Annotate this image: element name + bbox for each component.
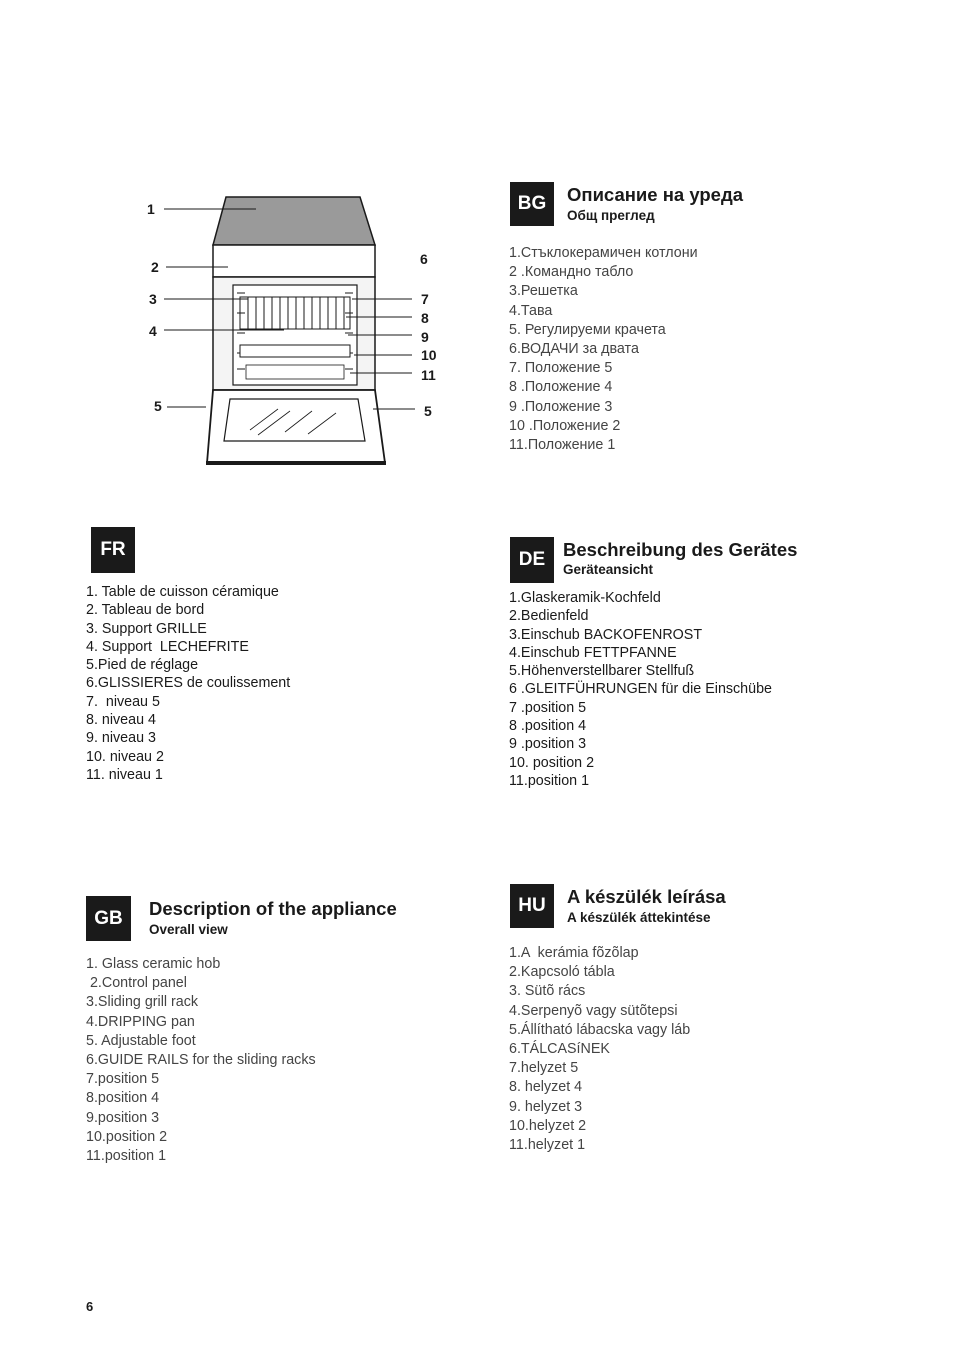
language-badge-fr: FR: [91, 527, 135, 573]
list-item: 7. Положение 5: [509, 360, 613, 377]
list-item: 11.helyzet 1: [509, 1136, 586, 1153]
list-item: 4.Тава: [509, 302, 553, 319]
list-item: 2.Control panel: [86, 975, 187, 992]
language-badge-hu: HU: [510, 884, 554, 928]
callout-7: 7: [421, 291, 429, 307]
list-item: 2. Tableau de bord: [86, 602, 205, 619]
list-item: 5.Höhenverstellbarer Stellfuß: [509, 663, 695, 680]
list-item: 5. Adjustable foot: [86, 1032, 196, 1049]
list-item: 6.GLISSIERES de coulissement: [86, 675, 291, 692]
list-item: 7. niveau 5: [86, 693, 160, 710]
list-item: 8.position 4: [86, 1090, 160, 1107]
list-item: 4.Serpenyõ vagy sütõtepsi: [509, 1002, 678, 1019]
callout-5-left: 5: [154, 398, 162, 414]
list-item: 5. Регулируеми крачета: [509, 321, 666, 338]
list-item: 5.Pied de réglage: [86, 657, 199, 674]
list-item: 4.DRIPPING pan: [86, 1013, 195, 1030]
list-item: 1.Стъклокерамичен котлони: [509, 245, 698, 261]
list-item: 7 .position 5: [509, 699, 587, 716]
language-badge-gb: GB: [86, 896, 131, 941]
parts-list-fr: [86, 584, 290, 785]
list-item: 3.Sliding grill rack: [86, 994, 199, 1011]
list-item: 5.Állítható lábacska vagy láb: [509, 1021, 691, 1038]
list-item: 9. niveau 3: [86, 730, 156, 747]
list-item: 8 .Положение 4: [509, 379, 613, 396]
section-title-de: Beschreibung des Gerätes: [563, 539, 798, 560]
language-badge-bg: BG: [510, 182, 554, 226]
list-item: 10. position 2: [509, 754, 595, 771]
section-title-hu: A készülék leírása: [567, 886, 726, 907]
callout-11: 11: [421, 367, 436, 383]
list-item: 10 .Положение 2: [509, 417, 621, 434]
list-item: 9. helyzet 3: [509, 1098, 583, 1115]
control-panel: [213, 245, 375, 277]
list-item: 3.Решетка: [509, 283, 578, 300]
list-item: 6.ВОДАЧИ за двата: [509, 340, 639, 357]
list-item: 6.TÁLCASíNEK: [509, 1040, 610, 1057]
list-item: 11.position 1: [86, 1147, 167, 1164]
list-item: 2 .Командно табло: [509, 264, 634, 281]
callout-2: 2: [151, 259, 159, 275]
ceramic-hob: [213, 197, 375, 245]
list-item: 4.Einschub FETTPFANNE: [509, 644, 677, 661]
list-item: 9 .position 3: [509, 736, 587, 753]
callout-1: 1: [147, 201, 155, 217]
list-item: 8. niveau 4: [86, 712, 156, 729]
parts-list-hu: [509, 945, 690, 1156]
oven-diagram: [140, 185, 440, 470]
parts-list-gb: [86, 956, 316, 1167]
section-title-bg: Описание на уреда: [567, 184, 743, 205]
callout-3: 3: [149, 291, 157, 307]
list-item: 9.position 3: [86, 1109, 160, 1126]
list-item: 2.Kapcsoló tábla: [509, 964, 615, 981]
callout-4: 4: [149, 323, 157, 339]
list-item: 10. niveau 2: [86, 748, 164, 765]
section-subtitle-gb: Overall view: [149, 922, 228, 937]
callout-6: 6: [420, 251, 428, 267]
list-item: 11.position 1: [509, 772, 590, 789]
section-subtitle-hu: A készülék áttekintése: [567, 910, 711, 925]
list-item: 11. niveau 1: [86, 766, 163, 783]
page-number: 6: [86, 1299, 94, 1314]
list-item: 11.Положение 1: [509, 436, 616, 453]
section-title-gb: Description of the appliance: [149, 898, 397, 919]
list-item: 3. Sütõ rács: [509, 983, 586, 1000]
language-badge-de: DE: [510, 537, 554, 583]
callout-10: 10: [421, 347, 437, 363]
list-item: 7.helyzet 5: [509, 1060, 579, 1077]
list-item: 8 .position 4: [509, 718, 587, 735]
list-item: 1.Glaskeramik-Kochfeld: [509, 590, 661, 606]
list-item: 4. Support LECHEFRITE: [86, 638, 249, 655]
list-item: 10.position 2: [86, 1128, 168, 1145]
list-item: 3.Einschub BACKOFENROST: [509, 626, 703, 643]
section-subtitle-de: Geräteansicht: [563, 562, 654, 577]
callout-5-right: 5: [424, 403, 432, 419]
callout-8: 8: [421, 310, 429, 326]
list-item: 1. Glass ceramic hob: [86, 956, 221, 972]
list-item: 6.GUIDE RAILS for the sliding racks: [86, 1051, 316, 1068]
list-item: 2.Bedienfeld: [509, 608, 589, 625]
parts-list-bg: [509, 245, 698, 456]
list-item: 7.position 5: [86, 1071, 160, 1088]
list-item: 1. Table de cuisson céramique: [86, 584, 279, 600]
door-glass: [224, 399, 365, 441]
parts-list-de: [509, 590, 772, 791]
list-item: 3. Support GRILLE: [86, 620, 207, 637]
list-item: 8. helyzet 4: [509, 1079, 583, 1096]
list-item: 10.helyzet 2: [509, 1117, 587, 1134]
callout-9: 9: [421, 329, 429, 345]
section-subtitle-bg: Общ преглед: [567, 208, 655, 223]
list-item: 9 .Положение 3: [509, 398, 613, 415]
list-item: 6 .GLEITFÜHRUNGEN für die Einschübe: [509, 681, 772, 698]
list-item: 1.A kerámia fõzõlap: [509, 945, 639, 961]
dripping-pan: [240, 345, 350, 357]
